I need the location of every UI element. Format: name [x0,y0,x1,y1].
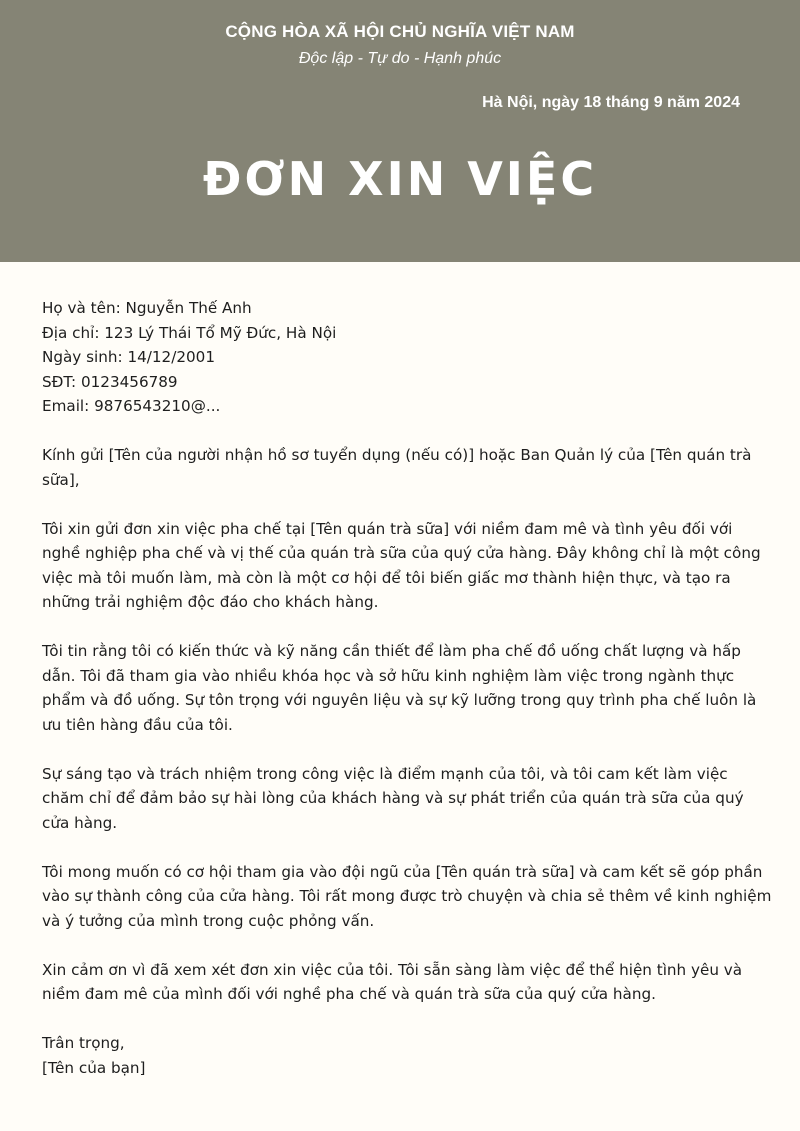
signature-name: [Tên của bạn] [42,1058,146,1077]
applicant-phone: SĐT: 0123456789 [42,372,178,391]
paragraph-strengths: Sự sáng tạo và trách nhiệm trong công việc là điểm mạnh của tôi, và tôi cam kết làm việc chăm chỉ để đảm bảo sự hài lòng của khách hàng và sự phát triển của quán trà sữa của quý cửa hàng. [42,764,744,832]
greeting: Kính gửi [Tên của người nhận hồ sơ tuyển dụng (nếu có)] hoặc Ban Quản lý của [Tên quán trà sữa], [42,446,752,489]
closing: Trân trọng, [42,1034,125,1052]
document-header [0,0,800,262]
paragraph-skills: Tôi tin rằng tôi có kiến thức và kỹ năng cần thiết để làm pha chế đồ uống chất lượng và hấp dẫn. Tôi đã tham gia vào nhiều khóa học và sở hữu kinh nghiệm làm việc trong ngành thực phẩm và đồ uống. Sự tôn trọng với nguyên liệu và sự kỹ lưỡng trong quy trình pha chế luôn là ưu tiên hàng đầu của tôi. [42,642,757,734]
paragraph-aspiration: Tôi mong muốn có cơ hội tham gia vào đội ngũ của [Tên quán trà sữa] và cam kết sẽ góp phần vào sự thành công của cửa hàng. Tôi rất mong được trò chuyện và chia sẻ thêm về kinh nghiệm và ý tưởng của mình trong cuộc phỏng vấn. [42,862,772,930]
place-date: Hà Nội, ngày 18 tháng 9 năm 2024 [482,94,740,111]
paragraph-thanks: Xin cảm ơn vì đã xem xét đơn xin việc của tôi. Tôi sẵn sàng làm việc để thể hiện tình yêu và niềm đam mê của mình đối với nghề pha chế và quán trà sữa của quý cửa hàng. [42,960,743,1003]
signature-block [42,1031,772,1080]
document-title: ĐƠN XIN VIỆC [202,152,598,206]
paragraph-intro: Tôi xin gửi đơn xin việc pha chế tại [Tên quán trà sữa] với niềm đam mê và tình yêu đối với nghề nghiệp pha chế và vị thế của quán trà sữa của quý cửa hàng. Đây không chỉ là một công việc mà tôi muốn làm, mà còn là một cơ hội để tôi biến giấc mơ thành hiện thực, và tạo ra những trải nghiệm độc đáo cho khách hàng. [42,519,761,611]
applicant-info [42,296,772,419]
applicant-email: Email: 9876543210@... [42,397,221,415]
applicant-address: Địa chỉ: 123 Lý Thái Tổ Mỹ Đức, Hà Nội [42,323,337,342]
national-title: CỘNG HÒA XÃ HỘI CHỦ NGHĨA VIỆT NAM [225,22,575,41]
applicant-name: Họ và tên: Nguyễn Thế Anh [42,299,252,317]
letter-body [42,296,772,1080]
national-motto: Độc lập - Tự do - Hạnh phúc [298,50,502,67]
applicant-dob: Ngày sinh: 14/12/2001 [42,348,215,366]
